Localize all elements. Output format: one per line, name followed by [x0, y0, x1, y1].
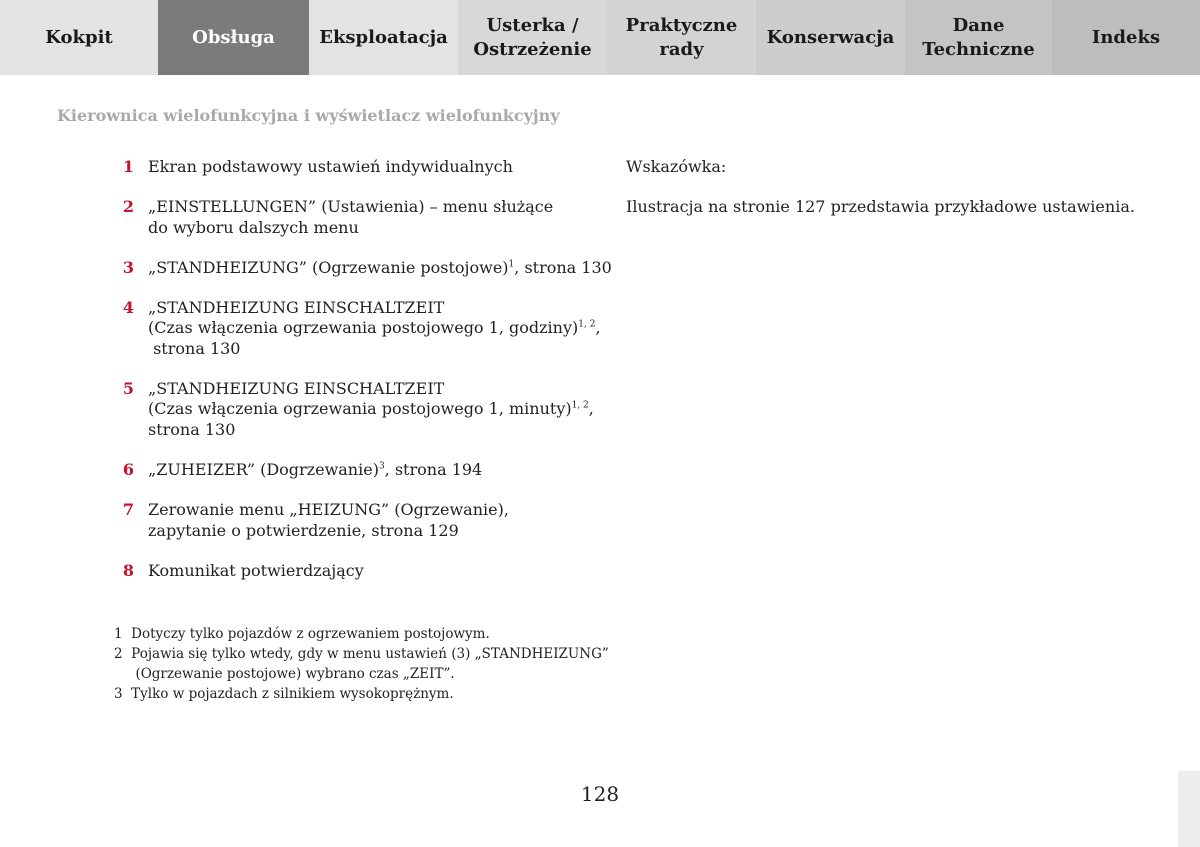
item-text-main: (Czas włączenia ogrzewania postojowego 1, godziny) [148, 318, 579, 338]
item-number: 7 [122, 500, 134, 520]
item-text-tail: , strona 130 [514, 257, 612, 277]
tab-dane-techniczne[interactable]: Dane Techniczne [905, 0, 1052, 75]
note-heading: Wskazówka: [626, 157, 727, 176]
item-text [148, 460, 598, 480]
item-number: 1 [122, 157, 134, 176]
tab-indeks[interactable]: Indeks [1052, 0, 1200, 75]
footnote-3: 3 Tylko w pojazdach z silnikiem wysokoprężnym. [114, 686, 454, 702]
footnote-ref: 1, 2 [578, 320, 596, 331]
item-number: 8 [122, 560, 134, 580]
footnote-ref: 1 [508, 259, 515, 270]
item-text-tail: , [588, 399, 594, 419]
item-text: Komunikat potwierdzający [148, 560, 364, 580]
section-title: Kierownica wielofunkcyjna i wyświetlacz wielofunkcyjny [57, 106, 560, 125]
item-text-cont: zapytanie o potwierdzenie, strona 129 [148, 520, 459, 540]
item-text-main: „ZUHEIZER” (Dogrzewanie) [148, 459, 379, 479]
list-item [118, 500, 598, 541]
item-number: 5 [122, 379, 134, 399]
item-text-cont: strona 130 [148, 338, 241, 358]
item-number: 3 [122, 257, 134, 277]
note-text: Ilustracja na stronie 127 przedstawia przykładowe ustawienia. [626, 197, 1135, 217]
item-number: 2 [122, 197, 134, 217]
tab-konserwacja[interactable]: Konserwacja [756, 0, 905, 75]
list-item [118, 298, 601, 359]
item-text: „EINSTELLUNGEN” (Ustawienia) – menu służące [148, 197, 554, 217]
list-item [118, 197, 598, 238]
item-text-main: „STANDHEIZUNG” (Ogrzewanie postojowe) [148, 257, 509, 277]
list-item [118, 379, 598, 440]
tab-eksploatacja[interactable]: Eksploatacja [309, 0, 458, 75]
item-text-cont [148, 318, 601, 338]
tab-obsluga[interactable]: Obsługa [158, 0, 309, 75]
legend-list [118, 157, 612, 601]
footnote-ref: 1, 2 [571, 401, 589, 412]
item-text-cont [148, 399, 598, 419]
list-item [118, 157, 598, 177]
item-number: 6 [122, 459, 134, 479]
tab-praktyczne-rady[interactable]: Praktyczne rady [607, 0, 756, 75]
item-text-cont: strona 130 [148, 419, 236, 439]
footnote-2-cont: (Ogrzewanie postojowe) wybrano czas „ZEIT”. [114, 666, 455, 682]
item-text-cont: do wyboru dalszych menu [148, 217, 359, 237]
list-item [118, 257, 612, 278]
item-text: „STANDHEIZUNG EINSCHALTZEIT [148, 379, 445, 399]
tab-usterka-ostrzezenie[interactable]: Usterka / Ostrzeżenie [458, 0, 607, 75]
item-text [148, 257, 612, 278]
item-text-main: (Czas włączenia ogrzewania postojowego 1, minuty) [148, 399, 572, 419]
chapter-tab-bar [0, 0, 1200, 75]
footnote-2: 2 Pojawia się tylko wtedy, gdy w menu ustawień (3) „STANDHEIZUNG” [114, 646, 609, 662]
list-item [118, 460, 598, 480]
item-number: 4 [122, 298, 134, 318]
note-box [626, 157, 1146, 218]
footnote-ref: 3 [378, 461, 385, 472]
item-text-tail: , [595, 318, 601, 338]
page-number: 128 [580, 782, 620, 806]
tab-kokpit[interactable]: Kokpit [0, 0, 158, 75]
footnotes [114, 624, 609, 704]
item-text: Zerowanie menu „HEIZUNG” (Ogrzewanie), [148, 500, 509, 520]
footnote-1: 1 Dotyczy tylko pojazdów z ogrzewaniem postojowym. [114, 626, 490, 642]
item-text: Ekran podstawowy ustawień indywidualnych [148, 157, 513, 176]
item-text: „STANDHEIZUNG EINSCHALTZEIT [148, 298, 445, 318]
item-text-tail: , strona 194 [384, 459, 483, 479]
list-item [118, 561, 598, 581]
page-edge-marker [1178, 771, 1200, 847]
